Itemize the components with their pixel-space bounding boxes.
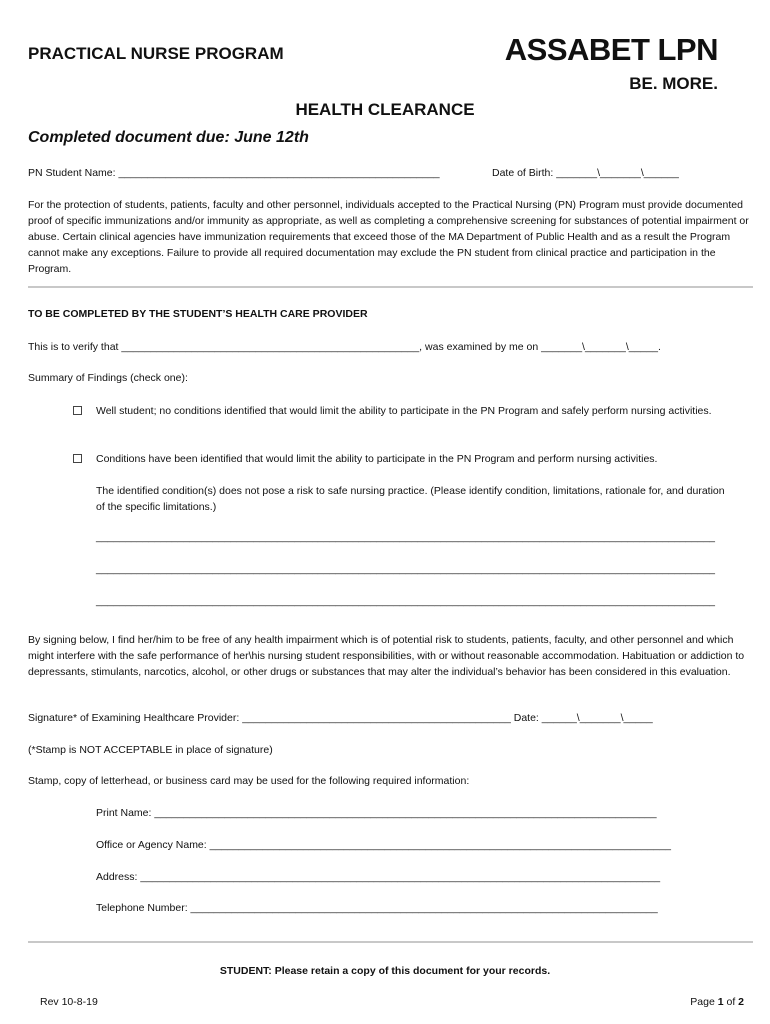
print-name-field[interactable]: Print Name: ______________________________________________________________________________________ — [96, 807, 657, 819]
office-agency-field[interactable]: Office or Agency Name: _______________________________________________________________________________ — [96, 839, 671, 851]
page-number — [690, 996, 744, 1008]
page-current: 1 — [717, 996, 724, 1008]
stamp-info: Stamp, copy of letterhead, or business card may be used for the following required information: — [28, 775, 470, 787]
date-of-birth-field[interactable]: Date of Birth: _______\_______\______ — [492, 167, 679, 179]
well-student-label: Well student; no conditions identified that would limit the ability to participate in the PN Program and safely perform nursing activities. — [96, 405, 712, 417]
well-student-checkbox[interactable] — [73, 406, 82, 415]
conditions-label: Conditions have been identified that would limit the ability to participate in the PN Program and perform nursing activities. — [96, 453, 658, 465]
page-mid: of — [723, 996, 739, 1008]
condition-note: The identified condition(s) does not pose a risk to safe nursing practice. (Please identify condition, limitations, rationale for, and duration of the specific limitations.) — [96, 485, 725, 513]
intro-paragraph: For the protection of students, patients, faculty and other personnel, individuals accepted to the Practical Nursing (PN) Program must provide documented proof of specific immunizations and/or immunity as appropriate, as well as completing a comprehensive screening for substances of potential impairment or abuse. Certain clinical agencies have immunization requirements that exceed those of the MA Department of Public Health and as a result the Program cannot make any exceptions. Failure to provide all required documentation may exclude the PN student from clinical practice and participation in the Program. — [28, 199, 749, 275]
page-total: 2 — [738, 996, 744, 1008]
student-retain-note: STUDENT: Please retain a copy of this document for your records. — [219, 965, 551, 977]
revision-date: Rev 10-8-19 — [40, 996, 98, 1008]
document-title: HEALTH CLEARANCE — [295, 100, 475, 119]
stamp-note: (*Stamp is NOT ACCEPTABLE in place of signature) — [28, 744, 273, 756]
signature-field[interactable]: Signature* of Examining Healthcare Provider: ______________________________________________ Date: ______\_______\_____ — [28, 712, 653, 724]
brand-tagline: BE. MORE. — [629, 74, 718, 93]
due-date: Completed document due: June 12th — [28, 129, 309, 146]
student-name-field[interactable]: PN Student Name: _______________________________________________________ — [28, 167, 440, 179]
summary-label: Summary of Findings (check one): — [28, 372, 188, 384]
footer-divider — [28, 941, 753, 943]
condition-line-2[interactable]: __________________________________________________________________________________________________________ — [96, 563, 715, 575]
verify-field[interactable]: This is to verify that ___________________________________________________, was examined by me on _______\_______\_____. — [28, 341, 661, 353]
signing-statement: By signing below, I find her/him to be free of any health impairment which is of potential risk to students, patients, faculty, and other personnel and which might interfere with the safe performance of her\his nursing student responsibilities, with or without reasonable accommodation. Habituation or addiction to depressants, stimulants, narcotics, alcohol, or other drugs or substances that may alter the individual’s behavior has been considered in this evaluation. — [28, 634, 745, 678]
condition-line-1[interactable]: __________________________________________________________________________________________________________ — [96, 531, 715, 543]
conditions-checkbox[interactable] — [73, 454, 82, 463]
provider-section-title: TO BE COMPLETED BY THE STUDENT’S HEALTH CARE PROVIDER — [28, 308, 368, 320]
brand-title: ASSABET LPN — [504, 32, 718, 67]
condition-line-3[interactable]: __________________________________________________________________________________________________________ — [96, 595, 715, 607]
page-prefix: Page — [690, 996, 718, 1008]
program-name: PRACTICAL NURSE PROGRAM — [28, 44, 284, 63]
section-divider — [28, 286, 753, 288]
telephone-field[interactable]: Telephone Number: ________________________________________________________________________________ — [96, 902, 658, 914]
address-field[interactable]: Address: _________________________________________________________________________________________ — [96, 871, 661, 883]
